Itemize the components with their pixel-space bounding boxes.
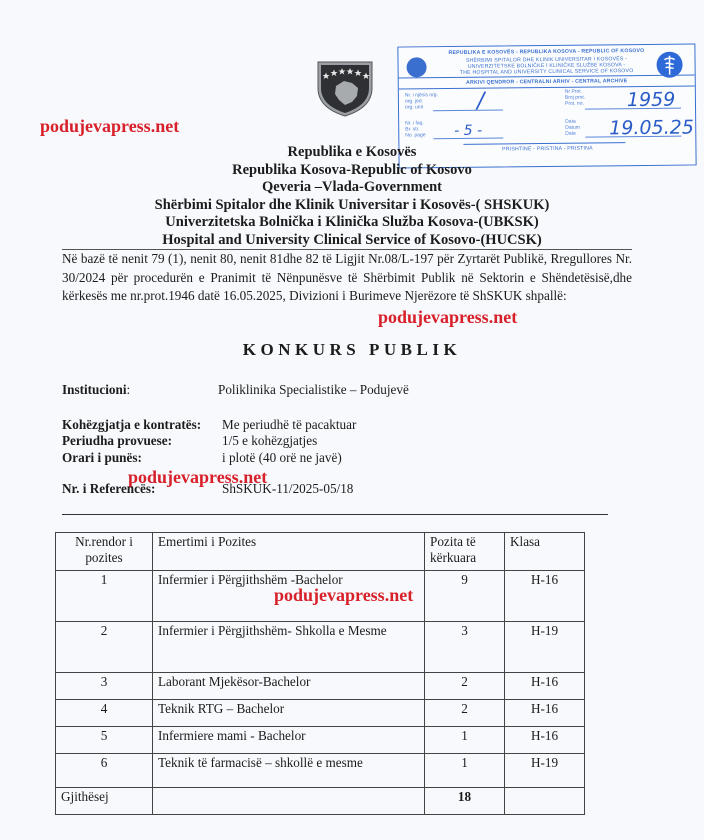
protocol-number-value: 1959	[626, 88, 676, 112]
field-value-kohezgjatja: Me periudhë të pacaktuar	[222, 417, 357, 432]
total-count: 18	[425, 788, 505, 815]
stamp-line: THE HOSPITAL AND UNIVERSITY CLINICAL SERVICE OF KOSOVO	[459, 68, 634, 76]
table-row: 6 Teknik të farmacisë – shkollë e mesme 1 H-19	[56, 754, 585, 788]
table-row: 3 Laborant Mjekësor-Bachelor 2 H-16	[56, 673, 585, 700]
watermark: podujevapress.net	[40, 116, 180, 136]
stamp-footer: PRISHTINË - PRISTINA - PRISTINA	[502, 145, 593, 153]
header-line: Shërbimi Spitalor dhe Klinik Universitar i Kosovës-( SHSKUK)	[154, 196, 550, 213]
table-total-row	[56, 788, 585, 815]
total-label: Gjithësej	[56, 788, 153, 815]
table-row: 2 Infermier i Përgjithshëm- Shkolla e Mesme 3 H-19	[56, 622, 585, 673]
field-label-referenca: Nr. i Referencës:	[62, 481, 156, 496]
stamp-date-value: 19.05.25	[609, 116, 694, 140]
table-row: 5 Infermiere mami - Bachelor 1 H-16	[56, 727, 585, 754]
stamp-line: SHËRBIMI SPITALOR DHE KLINIK UNIVERSITAR I KOSOVËS -	[465, 56, 628, 64]
field-label-orari: Orari i punës:	[62, 450, 142, 465]
table-row: 1 Infermier i Përgjithshëm -Bachelor 9 H-16	[56, 571, 585, 622]
field-value-referenca: ShSKUK-11/2025-05/18	[222, 481, 354, 496]
field-value-orari: i plotë (40 orë ne javë)	[222, 450, 342, 465]
divider	[62, 514, 608, 515]
archive-stamp: REPUBLIKA E KOSOVËS - REPUBLIKA KOSOVA - REPUBLIC OF KOSOVO SHËRBIMI SPITALOR DHE KLINIK UNIVERSITAR I KOSOVËS - UNIVERZITETSKE BOLNIČKE I KLINIČKE SLUŽBE KOSOVA - THE HOSPITAL AND UNIVERSITY CLINICAL SERVICE OF KOSOVO ARKIVI QENDROR - CENTRALNI ARHIV - CENTRAL ARCHIVE Nr. i njësis org. org. jed. org. unit / Nr. i faq. Br. str. No. page - 5 - Nr Prot. Broj prot. Prot. no. 1959 Data Datum Date 19.05.25 PRISHTINË - PRISTINA - PRISTINA	[397, 43, 696, 168]
intro-paragraph: Në bazë të nenit 79 (1), nenit 80, nenit 81dhe 82 të Ligjit Nr.08/L-197 për Zyrtarët Publikë, Rregullores Nr. 30/2024 për procedurën e Pranimit të Nënpunësve të Shërbimit Publik në Sektorin e Shëndetësisë,dhe kërkesës me nr.prot.1946 datë 16.05.2025, Divizioni i Burimeve Njerëzore të ShSKUK shpallë:	[62, 251, 632, 303]
header-klasa: Klasa	[505, 533, 585, 571]
header-line: Republika e Kosovës	[287, 144, 417, 160]
watermark: podujevapress.net	[378, 307, 518, 327]
page-count-value: - 5 -	[454, 122, 483, 139]
header-emertimi: Emertimi i Pozites	[153, 533, 425, 571]
kosovo-emblem-icon	[314, 58, 376, 118]
document-header	[0, 144, 704, 249]
header-line: Univerzitetska Bolnička i Klinička Služba Kosova-(UBKSK)	[165, 214, 539, 230]
org-unit-value: /	[476, 88, 485, 114]
header-line: Qeveria –Vlada-Government	[261, 179, 442, 195]
stamp-line: ARKIVI QENDROR - CENTRALNI ARHIV - CENTRAL ARCHIVE	[399, 74, 695, 86]
field-value-periudha: 1/5 e kohëzgjatjes	[222, 433, 318, 448]
field-label-periudha: Periudha provuese:	[62, 433, 173, 448]
stamp-line: UNIVERZITETSKE BOLNIČKE I KLINIČKE SLUŽBE KOSOVA -	[467, 62, 626, 70]
header-line: Hospital and University Clinical Service of Kosovo-(HUCSK)	[162, 231, 542, 248]
stamp-line: REPUBLIKA E KOSOVËS - REPUBLIKA KOSOVA - REPUBLIC OF KOSOVO	[448, 47, 645, 57]
positions-table	[55, 532, 585, 815]
table-row: 4 Teknik RTG – Bachelor 2 H-16	[56, 700, 585, 727]
field-value-institucioni: Poliklinika Specialistike – Podujevë	[218, 382, 409, 397]
header-line: Republika Kosova-Republic of Kosovo	[232, 161, 472, 178]
page-title: KONKURS PUBLIK	[242, 340, 462, 359]
header-nr: Nr.rendor i pozites	[56, 533, 153, 571]
watermark: podujevapress.net	[128, 467, 268, 487]
header-pozita: Pozita të kërkuara	[425, 533, 505, 571]
field-label-kohezgjatja: Kohëzgjatja e kontratës:	[62, 417, 202, 432]
watermark: podujevapress.net	[274, 585, 414, 605]
table-header-row	[56, 533, 585, 571]
field-label-institucioni: Institucioni:	[62, 382, 131, 397]
